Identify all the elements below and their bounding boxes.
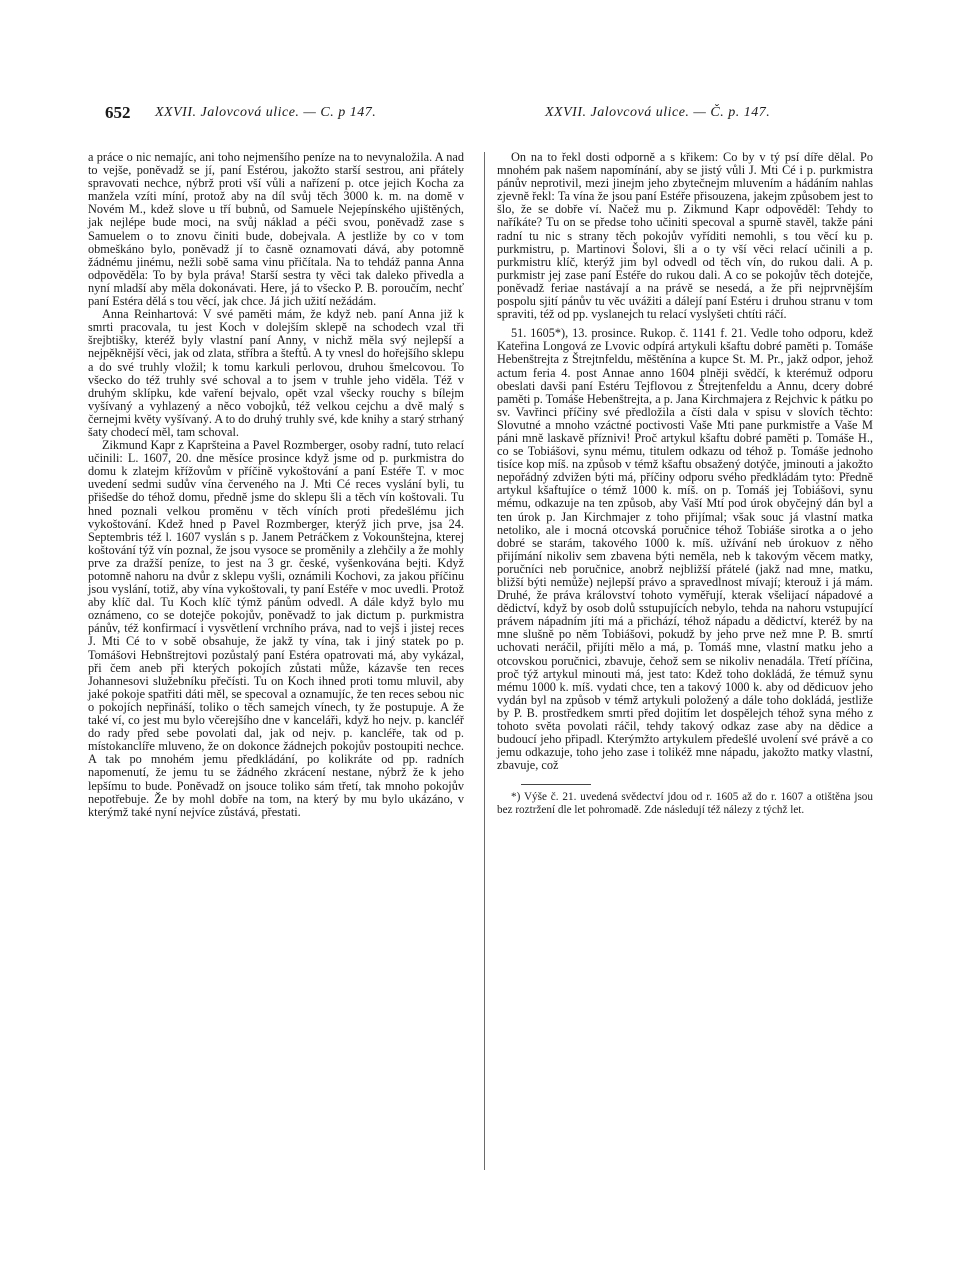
running-title-left: XXVII. Jalovcová ulice. — C. p 147.	[155, 105, 377, 120]
paragraph-entry-51: 51. 1605*), 13. prosince. Rukop. č. 1141 f. 21. Vedle toho odporu, kdež Kateřina Longová ze Lvovic odpírá artykuli kšaftu dobré paměti p. Tomáše Hebenštrejta z Štrejtnfeldu, měštěnína a kupce St. M. Pr., jakž odpor, jehož actum feria 4. post Annae anno 1604 plněji svědčí, k kterémuž odporu obeslati davši paní Estéru Tejflovou z Štrejtenfeldu a Annu, dcery dobré paměti p. Tomáše Hebenštrejta, a p. Jana Kirchmajera z Rejchvic k pátku po sv. Vavřinci příčiny své předložila a čísti dala v spisu v slovích těchto: Slovutné a mnoho vzáctné poctivosti Vaše Mti pane purkmistře a Vaše M páni mně laskavě příznivi! Proč artykul kšaftu dobré paměti p. Tomáše H., co se Tobiášovi, synu mému, titulem odkazu od téhož p. Tomáše jednoho tisíce kop míš. na způsob v témž kšaftu obsažený dotýče, jminouti a jakožto nepořádný zdvižen býti má, příčiny odporu svého předkládám tyto: Předně artykul kšaftujíce o témž 1000 k. míš. on p. Tomáš jej Tobiášovi, synu mému, odkazuje na ten způsob, aby Vaší Mtí pod úrok obyčejný dán byl a ten úrok p. Jan Kirchmajer z toho přijímal; však souc já vlastní matka netoliko, ale i mocná otcovská poručnice téhož Tobiáše sirotka a o jeho dobré se starám, takového 1000 k. míš. užívání neb úrokuov z něho přijímání nikoliv sem zbavena býti neměla, neb k takovým věcem matky, poručníci neb poručnice, anobrž nejbližší přátelé (jakž nad mne, matku, bližší býti nemůže) nejlepší právo a spravedlnost mívají; kterouž i já mám. Druhé, že práva království tohoto vyměřují, kterak všelijací nápadové a dědictví, když by osob dolů sstupujících nebylo, tehda na nahoru vstupující právem nápadním jíti má a přichází, téhož nápadu a dědictví, kteréž by na mne slušně po něm Tobiášovi, pokudž by jeho prve než mne P. B. smrtí uchovati neráčil, přijíti mělo a má, p. Tomáš mne, vlastní matku jeho a otcovskou poručnici, zbavuje, čehož sem se nikoliv nenadála. Třetí příčina, proč týž artykul minouti má, jest tato: Kdež toho dokládá, že témuž synu mému 1000 k. míš. vydati chce, ten a takový 1000 k. aby od dědicuov jeho vydán byl na způsob v témž artykuli položený a dále toho dokládá, jestliže by P. B. prostředkem smrti před dojitím let dospělejch téhož syna mého z tohoto světa povolati ráčil, tehdy takový odkaz zase aby na dědice a budoucí jeho připadl. Kterýmžto artykulem předešlé uvolení své právě a co jemu odkazuje, toho jeho zase i tolikéž mne nápadu, jakožto matky vlastní, zbavuje, což	[497, 326, 873, 773]
page-number: 652	[105, 103, 131, 122]
paragraph: Anna Reinhartová: V své paměti mám, že když neb. paní Anna již k smrti pracovala, tu jest Koch v dolejším sklepě na schodech vzal tři šrejbtišky, kteréž byly vlastní paní Anny, v nichž měla svý nejlepší a nejpěknější věci, jak od zlata, stříbra a šteftů. A ty vnesl do hořejšího sklepu a do své truhly vložil; k tomu karkuli perlovou, druhou šmelcovou. To všecko do též truhly své schoval a to jsem v truhle jeho viděla. Též v druhým sklípku, kde vaření bejvalo, opět vzal všecky rouchy s bílejm vyšívaný a vyhlazený a něco vobojků, též velkou cejchu a dvě malý s černejmi květy vyšívaný. A to do druhý truhly své, kde knihy a starý strhaný šaty chodecí měl, tam schoval.	[88, 307, 465, 439]
footnote: *) Výše č. 21. uvedená svědectví jdou od r. 1605 až do r. 1607 a otištěna jsou bez roztržení dle let pohromadě. Zde následují též nálezy z týchž let.	[497, 791, 873, 817]
paragraph: On na to řekl dosti odporně a s křikem: Co by v tý psí díře dělal. Po mnohém pak našem napomínání, aby se jistý vůli J. Mti Cé i p. purkmistra pánův neprotivil, mezi jinejm jeho zbytečnejm mluvením a hádáním nahlas zjevně řekl: Ta vína že jsou paní Estéře přisouzena, jakejm způsobem jest to šlo, že se dobře ví. Načež mu p. Zikmund Kapr odpověděl: Tehdy to naříkáte? Tu on se předse toho učiniti specoval a spurně stavěl, takže páni radní tu nic s strany těch pokojův vyříditi nemohli, s tou věcí ku p. purkmistru, p. Martinovi Šolovi, šli a o ty vší věci relací učinili a p. purkmistru klíč, kterýž jim byl odvedl od těch vín, do rukou dali. A p. purkmistr jej zase paní Estéře do rukou dali. A co se pokojův těch dotejče, poněvadž feriae nastávají a na právě se nesedá, a že při nejprvnějším pospolu sjití pánův tu věc uvážiti a dálejí paní Estéru i druhou stranu v tom spraviti, též od pp. vyslanejch tu relací vyslyšeti chtíti ráčí.	[497, 150, 873, 322]
paragraph: a práce o nic nemajíc, ani toho nejmenšího peníze na to nevynaložila. A nad to vejše, poněvadž se jí, paní Estérou, jakožto starší sestrou, ani přátely spravovati nechce, nýbrž proti vší vůli a nařízení p. otce jejich Kocha za manžela vzíti míní, protož aby na díl svůj těch 3000 k. m. na domě v Novém M., kdež slove u tří bubnů, od Samuele Nejepínského ujištěných, jak nejlépe bude moci, na svůj náklad a péči svou, poněvadž zase s Samuelem o to znovu činiti bude, dobejvala. A jestliže by co v tom obmeškáno bylo, poněvadž jí to časně oznamovati dává, aby potomně žádnému jinému, nežli sobě sama vinu přičítala. Na to tehdáž panna Anna odpověděla: To by byla práva! Starší sestra ty věci tak daleko přivedla a nyní mladší aby měla dokonávati. Here, já to všecko P. B. poroučím, nechť paní Estéra dělá s tou věcí, jak chce. Já jich užití nežádám.	[88, 150, 464, 309]
running-title-right: XXVII. Jalovcová ulice. — Č. p. 147.	[545, 105, 771, 120]
left-column	[88, 151, 464, 819]
footnote-rule	[521, 784, 591, 785]
column-divider	[484, 152, 485, 1170]
right-column	[497, 151, 873, 817]
paragraph: Zikmund Kapr z Kapršteina a Pavel Rozmberger, osoby radní, tuto relací učinili: L. 1607, 20. dne měsíce prosince když jsme od p. purkmistra do domu k zlatejm křížovům v příčině vykoštování a paní Estéře T. v moc uvedení sedmi sudův vína červeného na J. Mti Cé reces vyslání byli, tu přišedše do téhož domu, předně jsme do sklepu šli a těch vín koštovali. Tu hned poznali velkou proměnu v těch víních proti předešlému jich vykoštování. Kdež hned p Pavel Rozmberger, kterýž jich prve, jsa 24. Septembris též l. 1607 vyslán s p. Janem Petráčkem z Vokounštejna, kterej koštování týž vín poznal, že jsou vysoce se proměnily a zlehčily a že mohly prve za dražší peníze, to jest na 3 gr. české, vyšenkována bejti. Když potomně nahoru na dvůr z sklepu vyšli, oznámili Kochovi, za jakou příčinu jsou vyslání, totiž, aby vína vykoštovali, ty paní Estéře v moc uvedli. Protož aby klíč dal. Tu Koch klíč týmž pánům odvedl. A dále když bylo mu oznámeno, co se dotejče pokojův, poněvadž to jak dictum p. purkmistra pánův, též konfirmací i vysvětlení vrchního práva, nad to vejš i jistej reces J. Mti Cé to v sobě obsahuje, že jakž ty vína, tak i jiný statek po p. Tomášovi Hebnštrejtovi pozůstalý paní Estéra opatrovati má, aby vykázal, při čem aneb při kterých pokojích zůstati může, kázavše ten reces Johannesovi služebníku přečísti. Tu on Koch ihned proti tomu mluvil, aby jaké pokoje spatřiti dáti měl, se specoval a oznamujíc, že ten reces sebou nic o pokojích nepřináší, toliko o těch samejch vínech, ty že postupuje. A že také ví, co jest mu bylo včerejšího dne v kanceláři, když ho nejv. p. kancléř do rady před sebe povolati dal, jak od nejv. p. kancléře, tak od p. místokanclíře mluveno, že on dokonce žádnejch pokojův postoupiti nechce. A tak po mnohém jemu předkládání, po kolikráte od pp. radních napomenutí, že jemu tu se žádného zkrácení nestane, nýbrž že k jeho lepšímu to bude. Poněvadž on jsouce toliko sám třetí, tak mnoho pokojův nepotřebuje. Že by mohl dobře na tom, na který by mu bylo ukázáno, v kterýmž také nyní nejvíce zůstává, přestati.	[88, 438, 464, 819]
running-header	[105, 103, 865, 125]
